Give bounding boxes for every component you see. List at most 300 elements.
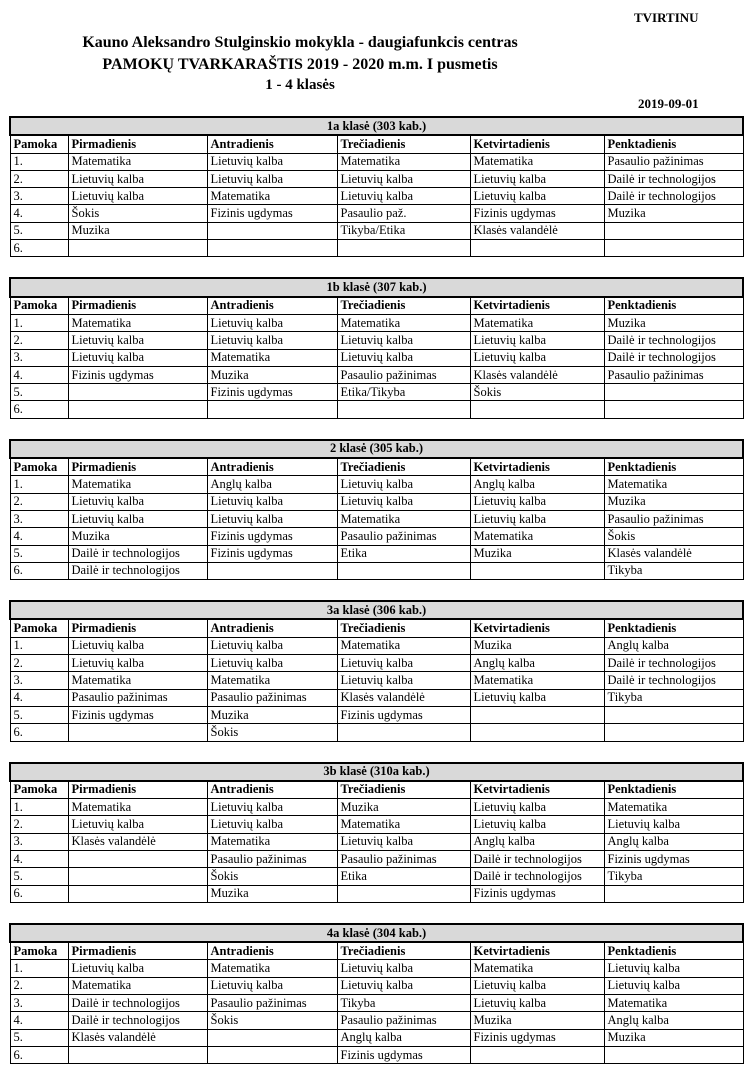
- header-row: [10, 135, 743, 153]
- lesson-cell: Anglų kalba: [337, 1029, 470, 1046]
- table-row: [10, 240, 743, 257]
- column-header: Trečiadienis: [337, 297, 470, 315]
- lesson-cell: Dailė ir technologijos: [604, 332, 743, 349]
- lesson-cell: Lietuvių kalba: [68, 637, 207, 654]
- column-header: Antradienis: [207, 297, 337, 315]
- lesson-number: 5.: [10, 222, 68, 239]
- lesson-number: 1.: [10, 314, 68, 331]
- lesson-cell: Muzika: [207, 366, 337, 383]
- lesson-cell: Muzika: [337, 799, 470, 816]
- lesson-cell: Matematika: [207, 188, 337, 205]
- lesson-cell: Lietuvių kalba: [68, 188, 207, 205]
- lesson-cell: Pasaulio pažinimas: [207, 850, 337, 867]
- lesson-cell: [337, 562, 470, 579]
- lesson-cell: Lietuvių kalba: [337, 332, 470, 349]
- lesson-cell: Lietuvių kalba: [470, 188, 604, 205]
- table-row: [10, 153, 743, 170]
- lesson-cell: Lietuvių kalba: [337, 977, 470, 994]
- lesson-cell: Lietuvių kalba: [68, 170, 207, 187]
- lesson-cell: [337, 885, 470, 902]
- lesson-number: 1.: [10, 799, 68, 816]
- lesson-cell: Anglų kalba: [604, 833, 743, 850]
- class-schedule-block: [9, 116, 742, 257]
- class-schedule-block: [9, 277, 742, 418]
- lesson-cell: Matematika: [68, 476, 207, 493]
- lesson-cell: Etika: [337, 545, 470, 562]
- lesson-cell: Klasės valandėlė: [470, 222, 604, 239]
- lesson-number: 2.: [10, 493, 68, 510]
- lesson-cell: Lietuvių kalba: [604, 816, 743, 833]
- lesson-cell: Šokis: [207, 724, 337, 741]
- lesson-cell: Lietuvių kalba: [470, 493, 604, 510]
- class-schedule-table: [9, 116, 744, 257]
- lesson-number: 3.: [10, 672, 68, 689]
- lesson-cell: [604, 706, 743, 723]
- lesson-number: 5.: [10, 868, 68, 885]
- lesson-cell: Pasaulio pažinimas: [604, 366, 743, 383]
- lesson-cell: [470, 240, 604, 257]
- lesson-cell: Fizinis ugdymas: [207, 205, 337, 222]
- lesson-cell: [207, 240, 337, 257]
- lesson-number: 4.: [10, 850, 68, 867]
- lesson-cell: Lietuvių kalba: [470, 349, 604, 366]
- column-header: Pamoka: [10, 942, 68, 960]
- lesson-number: 1.: [10, 153, 68, 170]
- lesson-cell: Anglų kalba: [470, 655, 604, 672]
- column-header: Antradienis: [207, 942, 337, 960]
- lesson-cell: Muzika: [470, 545, 604, 562]
- lesson-cell: Lietuvių kalba: [207, 655, 337, 672]
- lesson-cell: Lietuvių kalba: [207, 510, 337, 527]
- lesson-cell: Fizinis ugdymas: [68, 706, 207, 723]
- lesson-cell: Lietuvių kalba: [68, 493, 207, 510]
- lesson-number: 5.: [10, 384, 68, 401]
- table-row: [10, 724, 743, 741]
- lesson-number: 2.: [10, 977, 68, 994]
- lesson-number: 2.: [10, 816, 68, 833]
- lesson-cell: Lietuvių kalba: [68, 510, 207, 527]
- table-row: [10, 816, 743, 833]
- lesson-cell: [337, 240, 470, 257]
- column-header: Pirmadienis: [68, 619, 207, 637]
- column-header: Penktadienis: [604, 458, 743, 476]
- grades-label: 1 - 4 klasės: [265, 77, 335, 93]
- lesson-cell: Lietuvių kalba: [470, 995, 604, 1012]
- lesson-cell: Dailė ir technologijos: [68, 995, 207, 1012]
- lesson-cell: Lietuvių kalba: [337, 493, 470, 510]
- lesson-cell: Lietuvių kalba: [207, 637, 337, 654]
- lesson-number: 2.: [10, 170, 68, 187]
- column-header: Ketvirtadienis: [470, 942, 604, 960]
- lesson-cell: [604, 240, 743, 257]
- lesson-cell: Lietuvių kalba: [470, 689, 604, 706]
- lesson-cell: Muzika: [207, 706, 337, 723]
- schedule-tables: [9, 116, 742, 1084]
- column-header: Pirmadienis: [68, 297, 207, 315]
- lesson-cell: Lietuvių kalba: [337, 476, 470, 493]
- header-row: [10, 942, 743, 960]
- class-title: 4a klasė (304 kab.): [10, 924, 743, 942]
- class-title: 3a klasė (306 kab.): [10, 601, 743, 619]
- lesson-cell: Pasaulio pažinimas: [68, 689, 207, 706]
- lesson-cell: Lietuvių kalba: [207, 977, 337, 994]
- lesson-cell: [604, 885, 743, 902]
- lesson-cell: [68, 384, 207, 401]
- lesson-number: 3.: [10, 995, 68, 1012]
- column-header: Pamoka: [10, 619, 68, 637]
- lesson-cell: Dailė ir technologijos: [604, 349, 743, 366]
- table-row: [10, 562, 743, 579]
- lesson-cell: Fizinis ugdymas: [337, 1046, 470, 1063]
- lesson-cell: [207, 222, 337, 239]
- lesson-cell: [68, 401, 207, 418]
- lesson-cell: Matematika: [470, 314, 604, 331]
- lesson-number: 1.: [10, 476, 68, 493]
- lesson-number: 1.: [10, 637, 68, 654]
- table-row: [10, 706, 743, 723]
- table-row: [10, 995, 743, 1012]
- lesson-cell: Pasaulio pažinimas: [337, 528, 470, 545]
- lesson-cell: Šokis: [207, 868, 337, 885]
- column-header: Pamoka: [10, 297, 68, 315]
- column-header: Trečiadienis: [337, 619, 470, 637]
- lesson-cell: Tikyba: [604, 689, 743, 706]
- lesson-cell: Lietuvių kalba: [337, 655, 470, 672]
- lesson-cell: Anglų kalba: [470, 476, 604, 493]
- lesson-cell: Fizinis ugdymas: [470, 205, 604, 222]
- lesson-cell: Matematika: [68, 314, 207, 331]
- table-row: [10, 672, 743, 689]
- column-header: Trečiadienis: [337, 942, 470, 960]
- lesson-number: 6.: [10, 240, 68, 257]
- column-header: Trečiadienis: [337, 135, 470, 153]
- lesson-cell: [604, 384, 743, 401]
- lesson-number: 5.: [10, 1029, 68, 1046]
- column-header: Trečiadienis: [337, 458, 470, 476]
- class-schedule-table: [9, 600, 744, 741]
- lesson-cell: Matematika: [68, 153, 207, 170]
- lesson-number: 6.: [10, 1046, 68, 1063]
- lesson-cell: Matematika: [470, 153, 604, 170]
- class-title: 3b klasė (310a kab.): [10, 763, 743, 781]
- lesson-cell: [470, 724, 604, 741]
- lesson-cell: Lietuvių kalba: [337, 349, 470, 366]
- approval-label: TVIRTINU: [634, 10, 699, 25]
- lesson-number: 3.: [10, 349, 68, 366]
- lesson-cell: Matematika: [604, 995, 743, 1012]
- lesson-cell: [470, 1046, 604, 1063]
- table-row: [10, 314, 743, 331]
- table-row: [10, 1029, 743, 1046]
- lesson-cell: Fizinis ugdymas: [337, 706, 470, 723]
- column-header: Antradienis: [207, 135, 337, 153]
- lesson-cell: Lietuvių kalba: [604, 977, 743, 994]
- lesson-cell: [207, 1046, 337, 1063]
- lesson-cell: Lietuvių kalba: [207, 153, 337, 170]
- lesson-cell: Lietuvių kalba: [68, 349, 207, 366]
- lesson-cell: Lietuvių kalba: [470, 799, 604, 816]
- lesson-cell: Dailė ir technologijos: [604, 188, 743, 205]
- lesson-cell: Klasės valandėlė: [470, 366, 604, 383]
- class-title: 1b klasė (307 kab.): [10, 278, 743, 296]
- lesson-number: 3.: [10, 510, 68, 527]
- lesson-cell: Anglų kalba: [207, 476, 337, 493]
- lesson-cell: Lietuvių kalba: [337, 672, 470, 689]
- column-header: Pamoka: [10, 458, 68, 476]
- table-row: [10, 366, 743, 383]
- lesson-cell: [337, 401, 470, 418]
- lesson-number: 4.: [10, 1012, 68, 1029]
- lesson-cell: Matematika: [337, 314, 470, 331]
- lesson-number: 2.: [10, 655, 68, 672]
- lesson-cell: Fizinis ugdymas: [207, 528, 337, 545]
- lesson-cell: Fizinis ugdymas: [207, 384, 337, 401]
- lesson-cell: Dailė ir technologijos: [68, 562, 207, 579]
- lesson-cell: Fizinis ugdymas: [470, 1029, 604, 1046]
- lesson-cell: Lietuvių kalba: [207, 170, 337, 187]
- lesson-cell: [470, 706, 604, 723]
- lesson-cell: Lietuvių kalba: [337, 960, 470, 977]
- lesson-number: 6.: [10, 885, 68, 902]
- lesson-cell: Muzika: [207, 885, 337, 902]
- lesson-cell: Dailė ir technologijos: [68, 1012, 207, 1029]
- lesson-cell: Muzika: [68, 528, 207, 545]
- column-header: Antradienis: [207, 619, 337, 637]
- lesson-number: 2.: [10, 332, 68, 349]
- table-row: [10, 868, 743, 885]
- column-header: Pirmadienis: [68, 781, 207, 799]
- school-name: Kauno Aleksandro Stulginskio mokykla - daugiafunkcis centras: [82, 34, 518, 51]
- lesson-cell: Tikyba/Etika: [337, 222, 470, 239]
- column-header: Antradienis: [207, 458, 337, 476]
- lesson-cell: Lietuvių kalba: [207, 816, 337, 833]
- lesson-number: 4.: [10, 366, 68, 383]
- lesson-cell: [68, 724, 207, 741]
- table-row: [10, 1012, 743, 1029]
- lesson-number: 6.: [10, 562, 68, 579]
- lesson-cell: Lietuvių kalba: [207, 332, 337, 349]
- lesson-cell: Matematika: [604, 799, 743, 816]
- column-header: Pirmadienis: [68, 135, 207, 153]
- schedule-date: 2019-09-01: [638, 96, 699, 111]
- class-title: 1a klasė (303 kab.): [10, 117, 743, 135]
- lesson-cell: Matematika: [207, 960, 337, 977]
- lesson-cell: Etika/Tikyba: [337, 384, 470, 401]
- table-row: [10, 977, 743, 994]
- lesson-cell: Lietuvių kalba: [470, 170, 604, 187]
- column-header: Pamoka: [10, 135, 68, 153]
- lesson-cell: Pasaulio pažinimas: [604, 153, 743, 170]
- lesson-cell: Pasaulio pažinimas: [337, 850, 470, 867]
- lesson-cell: Lietuvių kalba: [207, 799, 337, 816]
- lesson-cell: Tikyba: [604, 562, 743, 579]
- lesson-cell: Klasės valandėlė: [604, 545, 743, 562]
- table-row: [10, 833, 743, 850]
- lesson-cell: [68, 1046, 207, 1063]
- lesson-cell: Muzika: [604, 314, 743, 331]
- lesson-cell: [207, 1029, 337, 1046]
- lesson-cell: [68, 240, 207, 257]
- lesson-cell: Fizinis ugdymas: [470, 885, 604, 902]
- lesson-cell: Lietuvių kalba: [337, 833, 470, 850]
- lesson-cell: Dailė ir technologijos: [604, 672, 743, 689]
- lesson-number: 1.: [10, 960, 68, 977]
- lesson-cell: Matematika: [207, 672, 337, 689]
- lesson-cell: Matematika: [337, 510, 470, 527]
- table-row: [10, 222, 743, 239]
- lesson-cell: Fizinis ugdymas: [604, 850, 743, 867]
- lesson-cell: Anglų kalba: [470, 833, 604, 850]
- lesson-cell: [470, 401, 604, 418]
- lesson-cell: Lietuvių kalba: [68, 960, 207, 977]
- lesson-number: 4.: [10, 205, 68, 222]
- lesson-cell: Matematika: [207, 349, 337, 366]
- lesson-cell: Klasės valandėlė: [68, 1029, 207, 1046]
- lesson-cell: Lietuvių kalba: [207, 314, 337, 331]
- table-row: [10, 476, 743, 493]
- table-row: [10, 799, 743, 816]
- column-header: Penktadienis: [604, 619, 743, 637]
- lesson-cell: Matematika: [470, 528, 604, 545]
- lesson-cell: Pasaulio pažinimas: [337, 1012, 470, 1029]
- lesson-cell: Etika: [337, 868, 470, 885]
- lesson-cell: Dailė ir technologijos: [470, 850, 604, 867]
- table-row: [10, 885, 743, 902]
- class-schedule-block: [9, 439, 742, 580]
- lesson-cell: Matematika: [337, 153, 470, 170]
- lesson-cell: [337, 724, 470, 741]
- lesson-cell: Lietuvių kalba: [207, 493, 337, 510]
- lesson-cell: Pasaulio pažinimas: [337, 366, 470, 383]
- table-row: [10, 1046, 743, 1063]
- column-header: Pirmadienis: [68, 458, 207, 476]
- header-row: [10, 297, 743, 315]
- column-header: Antradienis: [207, 781, 337, 799]
- lesson-cell: Šokis: [68, 205, 207, 222]
- table-row: [10, 960, 743, 977]
- table-row: [10, 493, 743, 510]
- lesson-number: 6.: [10, 401, 68, 418]
- lesson-cell: Matematika: [337, 637, 470, 654]
- lesson-cell: Lietuvių kalba: [68, 655, 207, 672]
- lesson-cell: Fizinis ugdymas: [68, 366, 207, 383]
- lesson-cell: Lietuvių kalba: [68, 816, 207, 833]
- lesson-cell: Lietuvių kalba: [337, 170, 470, 187]
- lesson-cell: Dailė ir technologijos: [604, 655, 743, 672]
- lesson-cell: [604, 1046, 743, 1063]
- table-row: [10, 850, 743, 867]
- lesson-cell: Matematika: [68, 977, 207, 994]
- lesson-cell: Muzika: [470, 1012, 604, 1029]
- column-header: Ketvirtadienis: [470, 619, 604, 637]
- lesson-cell: Šokis: [604, 528, 743, 545]
- schedule-title: PAMOKŲ TVARKARAŠTIS 2019 - 2020 m.m. I pusmetis: [102, 56, 498, 73]
- lesson-cell: Dailė ir technologijos: [604, 170, 743, 187]
- class-title: 2 klasė (305 kab.): [10, 440, 743, 458]
- table-row: [10, 510, 743, 527]
- lesson-cell: Muzika: [604, 205, 743, 222]
- lesson-cell: Matematika: [604, 476, 743, 493]
- table-row: [10, 349, 743, 366]
- lesson-cell: Pasaulio pažinimas: [207, 995, 337, 1012]
- column-header: Pamoka: [10, 781, 68, 799]
- table-row: [10, 401, 743, 418]
- lesson-cell: Lietuvių kalba: [470, 510, 604, 527]
- lesson-cell: Matematika: [207, 833, 337, 850]
- lesson-cell: Klasės valandėlė: [68, 833, 207, 850]
- table-row: [10, 689, 743, 706]
- column-header: Penktadienis: [604, 781, 743, 799]
- lesson-cell: Šokis: [207, 1012, 337, 1029]
- header-row: [10, 781, 743, 799]
- lesson-cell: Matematika: [337, 816, 470, 833]
- table-row: [10, 655, 743, 672]
- lesson-cell: [470, 562, 604, 579]
- lesson-cell: [604, 401, 743, 418]
- table-row: [10, 332, 743, 349]
- lesson-cell: Dailė ir technologijos: [470, 868, 604, 885]
- lesson-cell: Lietuvių kalba: [68, 332, 207, 349]
- class-schedule-table: [9, 277, 744, 418]
- table-row: [10, 188, 743, 205]
- lesson-cell: Dailė ir technologijos: [68, 545, 207, 562]
- lesson-cell: Šokis: [470, 384, 604, 401]
- lesson-number: 5.: [10, 706, 68, 723]
- lesson-cell: Matematika: [68, 799, 207, 816]
- lesson-number: 3.: [10, 188, 68, 205]
- lesson-number: 3.: [10, 833, 68, 850]
- lesson-cell: [68, 868, 207, 885]
- lesson-number: 6.: [10, 724, 68, 741]
- lesson-cell: [68, 885, 207, 902]
- lesson-cell: [207, 401, 337, 418]
- column-header: Penktadienis: [604, 135, 743, 153]
- lesson-cell: Pasaulio paž.: [337, 205, 470, 222]
- lesson-cell: Anglų kalba: [604, 1012, 743, 1029]
- lesson-cell: Pasaulio pažinimas: [604, 510, 743, 527]
- lesson-cell: Muzika: [604, 493, 743, 510]
- lesson-number: 5.: [10, 545, 68, 562]
- column-header: Penktadienis: [604, 297, 743, 315]
- column-header: Ketvirtadienis: [470, 781, 604, 799]
- lesson-cell: Tikyba: [337, 995, 470, 1012]
- column-header: Ketvirtadienis: [470, 458, 604, 476]
- table-row: [10, 528, 743, 545]
- lesson-cell: Lietuvių kalba: [470, 977, 604, 994]
- lesson-cell: Lietuvių kalba: [604, 960, 743, 977]
- lesson-cell: [68, 850, 207, 867]
- class-schedule-table: [9, 923, 744, 1064]
- column-header: Ketvirtadienis: [470, 135, 604, 153]
- lesson-cell: Lietuvių kalba: [470, 816, 604, 833]
- lesson-cell: [604, 724, 743, 741]
- lesson-cell: Muzika: [68, 222, 207, 239]
- class-schedule-table: [9, 762, 744, 903]
- table-row: [10, 384, 743, 401]
- lesson-cell: Pasaulio pažinimas: [207, 689, 337, 706]
- lesson-number: 4.: [10, 528, 68, 545]
- lesson-cell: Fizinis ugdymas: [207, 545, 337, 562]
- lesson-cell: Anglų kalba: [604, 637, 743, 654]
- table-row: [10, 545, 743, 562]
- lesson-cell: Muzika: [470, 637, 604, 654]
- class-schedule-block: [9, 923, 742, 1064]
- lesson-cell: Klasės valandėlė: [337, 689, 470, 706]
- column-header: Trečiadienis: [337, 781, 470, 799]
- header-row: [10, 458, 743, 476]
- column-header: Penktadienis: [604, 942, 743, 960]
- lesson-cell: Matematika: [68, 672, 207, 689]
